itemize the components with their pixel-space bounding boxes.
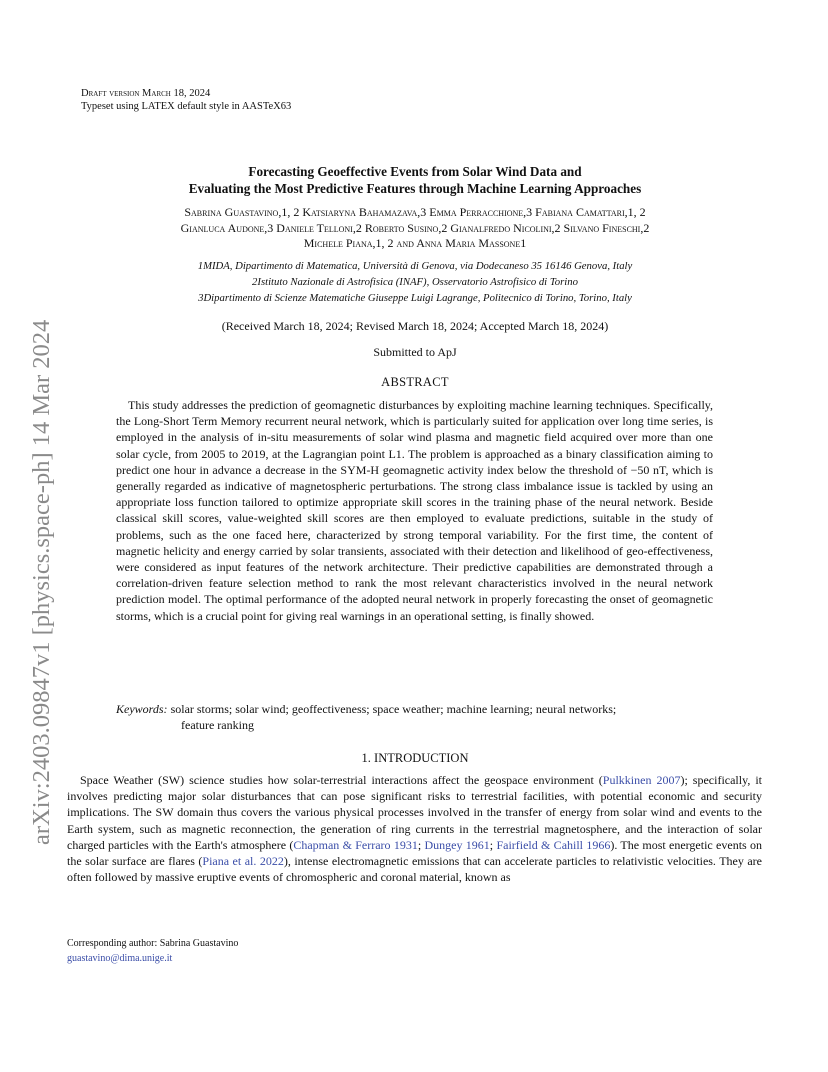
footnote xyxy=(67,936,238,966)
introduction-paragraph xyxy=(67,772,762,885)
intro-text-2: ); specifically, it involves predicting major solar disturbances that can pose significant risks to terrestrial facilities, with potential economic and security implications. The SW domain thus covers the various physical processes involved in the transfer of energy from solar wind and events to the Earth system, such as magnetic reconnection, the generation of ring currents in the terrestrial magnetosphere, and the interaction of solar charged particles with the Earth's atmosphere ( xyxy=(67,773,762,852)
authors-line-1: Sabrina Guastavino,1, 2 Katsiaryna Bahamazava,3 Emma Perracchione,3 Fabiana Camattari,1, 2 xyxy=(184,205,646,219)
section-heading: 1. INTRODUCTION xyxy=(361,751,469,765)
abstract-heading: ABSTRACT xyxy=(381,375,449,389)
citation-chapman-ferraro[interactable]: Chapman & Ferraro 1931 xyxy=(293,837,418,852)
affiliation-3: 3Dipartimento di Scienze Matematiche Giuseppe Luigi Lagrange, Politecnico di Torino, Torino, Italy xyxy=(198,292,632,304)
submitted-to: Submitted to ApJ xyxy=(373,345,457,359)
citation-separator: ; xyxy=(417,837,425,852)
affiliation-2: 2Istituto Nazionale di Astrofisica (INAF), Osservatorio Astrofisico di Torino xyxy=(252,276,578,288)
paper-title xyxy=(90,163,740,197)
keywords-label: Keywords: xyxy=(116,702,168,716)
authors-line-3: Michele Piana,1, 2 and Anna Maria Massone1 xyxy=(303,236,527,250)
citation-pulkkinen[interactable]: Pulkkinen 2007 xyxy=(602,773,681,787)
intro-text-3: ). The most energetic events on the solar surface are flares ( xyxy=(67,837,762,869)
draft-version: Draft version March 18, 2024 xyxy=(81,88,211,99)
email-link[interactable]: guastavino@dima.unige.it xyxy=(67,953,173,964)
citation-fairfield-cahill[interactable]: Fairfield & Cahill 1966 xyxy=(496,837,611,852)
affiliation-1: 1MIDA, Dipartimento di Matematica, Università di Genova, via Dodecaneso 35 16146 Genova, Italy xyxy=(197,260,633,272)
corresponding-author: Corresponding author: Sabrina Guastavino xyxy=(67,938,239,949)
typeset-note: Typeset using LATEX default style in AASTeX63 xyxy=(81,101,292,112)
arxiv-identifier: arXiv:2403.09847v1 [physics.space-ph] 14 Mar 2024 xyxy=(28,319,55,845)
intro-text-4: ), intense electromagnetic emissions that can accelerate particles to relativistic velocities. They are often followed by massive eruptive events of chromospheric and coronal material, known as xyxy=(67,854,763,885)
citation-dungey[interactable]: Dungey 1961 xyxy=(424,837,490,852)
citation-separator: ; xyxy=(489,837,497,852)
title-line-1: Forecasting Geoeffective Events from Solar Wind Data and xyxy=(248,164,582,179)
title-line-2: Evaluating the Most Predictive Features through Machine Learning Approaches xyxy=(188,181,642,196)
received-dates: (Received March 18, 2024; Revised March 18, 2024; Accepted March 18, 2024) xyxy=(221,319,609,333)
page-header xyxy=(81,87,291,113)
keywords-line-1: solar storms; solar wind; geoffectiveness; space weather; machine learning; neural networks; xyxy=(170,702,617,716)
intro-text-1: Space Weather (SW) science studies how solar-terrestrial interactions affect the geospace environment ( xyxy=(80,773,603,787)
abstract-text: This study addresses the prediction of geomagnetic disturbances by exploiting machine learning techniques. Specifically, the Long-Short Term Memory recurrent neural network, which is particularly suited for application over long time series, is employed in the analysis of in-situ measurements of solar wind plasma and magnetic field acquired over more than one solar cycle, from 2005 to 2019, at the Lagrangian point L1. The problem is approached as a binary classification aiming to predict one hour in advance a decrease in the SYM-H geomagnetic activity index below the threshold of −50 nT, which is generally regarded as indicative of magnetospheric perturbations. The strong class imbalance issue is tackled by using an appropriate loss function tailored to optimize appropriate skill scores in the training phase of the neural network. Beside classical skill scores, value-weighted skill scores are then employed to evaluate predictions, suitable in the study of problems, such as the one faced here, characterized by strong temporal variability. For the first time, the content of magnetic helicity and energy carried by solar transients, associated with their detection and likelihood of geo-effectiveness, were considered as input features of the network architecture. Their predictive capabilities are demonstrated through a correlation-driven feature selection method to rank the most relevant characteristics involved in the neural network prediction model. The optimal performance of the adopted neural network in properly forecasting the onset of geomagnetic storms, which is a crucial point for giving real warnings in an operational setting, is finally showed. xyxy=(116,398,713,623)
keywords-line-2: feature ranking xyxy=(181,718,254,733)
authors-line-2: Gianluca Audone,3 Daniele Telloni,2 Roberto Susino,2 Gianalfredo Nicolini,2 Silvano Fineschi,2 xyxy=(180,220,650,235)
citation-piana[interactable]: Piana et al. 2022 xyxy=(202,854,284,869)
keywords xyxy=(116,701,716,733)
author-list xyxy=(100,205,730,252)
affiliations xyxy=(100,258,730,306)
